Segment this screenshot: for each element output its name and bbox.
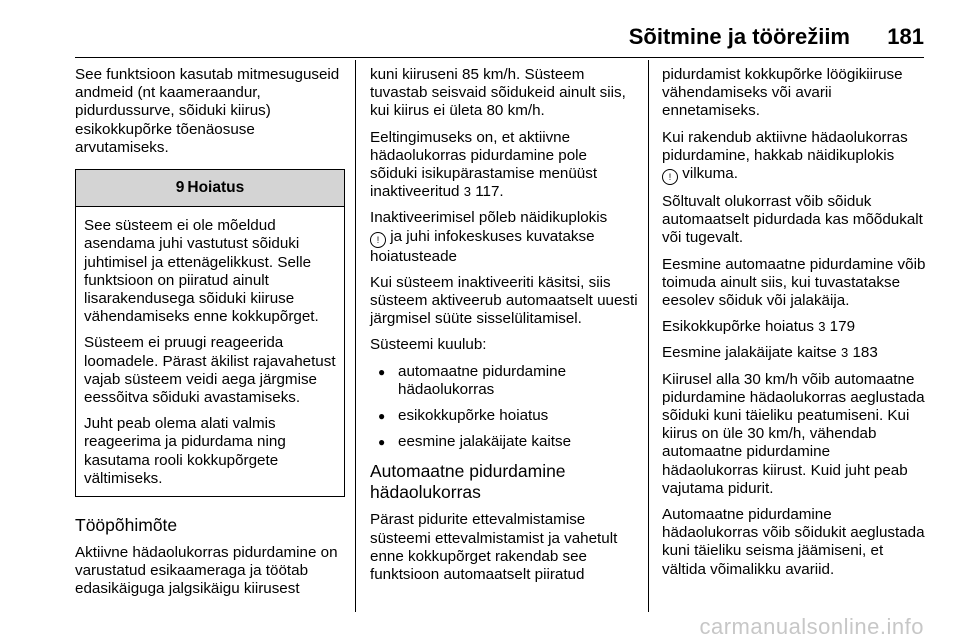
principle-paragraph: Aktiivne hädaolukorras pidurdamine on varustatud esikaameraga ja töötab edasikäiguga jalgsikäigu kiirusest — [75, 544, 338, 598]
auto-braking-paragraph: Pärast pidurite ettevalmistamise süsteemi ettevalmistamist ja vahetult enne kokkupõrget rakendab see funktsioon automaatselt piiratud — [370, 511, 618, 584]
warning-box — [75, 169, 345, 497]
speed-paragraph: kuni kiiruseni 85 km/h. Süsteem tuvastab seisvaid sõidukeid ainult siis, kui kiirus ei ületa 80 km/h. — [370, 66, 626, 120]
header-rule — [75, 57, 924, 58]
page-ref: 117. — [475, 183, 504, 201]
reactivation-paragraph: Kui süsteem inaktiveeriti käsitsi, siis süsteem aktiveerub automaatselt uuesti järgmisel süüte sisselülitamisel. — [370, 273, 638, 328]
pedestrian-protection-ref: Eesmine jalakäijate kaitse 3 183 — [662, 344, 878, 362]
list-item: ● esikokkupõrke hoiatus — [370, 407, 638, 425]
page-number: 181 — [887, 24, 924, 49]
deactivation-paragraph: Inaktiveerimisel põleb näidikuplokis ! ja juhi infokeskuses kuvatakse hoiatusteade — [370, 209, 608, 265]
warning-header — [76, 170, 344, 207]
warning-paragraph-1: See süsteem ei ole mõeldud asendama juhi vastutust sõiduki juhtimisel ja ettenägelikkust. Selle funktsioon on piiratud ainult lisarakendusega sõiduki kiiruse vähendamiseks enne kokkupõrget. — [84, 217, 319, 326]
collision-alert-ref: Esikokkupõrke hoiatus 3 179 — [662, 318, 856, 336]
list-item: ● automaatne pidurdamine hädaolukorras — [370, 363, 638, 399]
warning-title: Hoiatus — [187, 179, 245, 197]
warning-body — [76, 207, 344, 496]
page-header — [0, 0, 960, 60]
column-divider-2 — [648, 60, 649, 612]
column-divider-1 — [355, 60, 356, 612]
page-ref: 179 — [829, 318, 856, 336]
section-title-auto-braking: Automaatne pidurdamine hädaolukorras — [370, 461, 566, 503]
chapter-title: Sõitmine ja töörežiim — [628, 24, 850, 49]
watermark: carmanualsonline.info — [699, 614, 924, 639]
warning-paragraph-2: Süsteem ei pruugi reageerida loomadele. Pärast äkilist rajavahetust vajab süsteem veidi aega järgmise eessõitva sõiduki avastamiseks. — [84, 334, 336, 407]
final-paragraph: Automaatne pidurdamine hädaolukorras võib sõidukit aeglustada kuni täieliku seisma jäämiseni, et vältida võimalikku avariid. — [662, 506, 925, 578]
continuation-paragraph: pidurdamist kokkupõrke löögikiiruse vähendamiseks või avarii ennetamiseks. — [662, 66, 903, 120]
brake-warning-icon: ! — [370, 232, 386, 248]
components-intro: Süsteemi kuulub: — [370, 336, 487, 354]
components-list — [370, 363, 638, 452]
column-3 — [662, 66, 930, 587]
precondition-paragraph: Eeltingimuseks on, et aktiivne hädaolukorras pidurdamine pole sõiduki isikupärastamise menüüst inaktiveeritud 3 117. — [370, 128, 598, 201]
column-2 — [370, 66, 638, 592]
page-ref-icon: 3 — [840, 345, 849, 361]
flash-paragraph: Kui rakendub aktiivne hädaolukorras pidurdamine, hakkab näidikuplokis ! vilkuma. — [662, 129, 930, 185]
braking-strength-paragraph: Sõltuvalt olukorrast võib sõiduk automaatselt pidurdada kas mõõdukalt või tugevalt. — [662, 193, 923, 247]
section-title-principle: Tööpõhimõte — [75, 515, 178, 536]
page-ref-icon: 3 — [818, 319, 826, 335]
page-ref-icon: 3 — [463, 184, 471, 200]
list-item: ● eesmine jalakäijate kaitse — [370, 433, 638, 451]
speed-behaviour-paragraph: Kiirusel alla 30 km/h võib automaatne pidurdamine hädaolukorras aeglustada sõiduki kuni täieliku peatumiseni. Kui kiirus on üle 30 km/h, vähendab automaatne pidurdamine hädaolukorras kiirust. Kuid juht peab vajutama pidurit. — [662, 370, 925, 497]
warning-triangle-icon: 9 — [175, 179, 185, 197]
column-1 — [75, 66, 345, 607]
intro-paragraph: See funktsioon kasutab mitmesuguseid andmeid (nt kaameraandur, pidurdussurve, sõiduki kiirus) esikokkupõrke tõenäosuse arvutamiseks. — [75, 66, 340, 156]
warning-paragraph-3: Juht peab olema alati valmis reageerima ja pidurdama ning kasutama rooli kokkupõrgete vältimiseks. — [84, 415, 286, 487]
page-ref: 183 — [852, 344, 878, 362]
brake-warning-icon: ! — [662, 169, 678, 185]
front-braking-paragraph: Eesmine automaatne pidurdamine võib toimuda ainult siis, kui tuvastatakse eesolev sõiduk või jalakäija. — [662, 255, 926, 310]
